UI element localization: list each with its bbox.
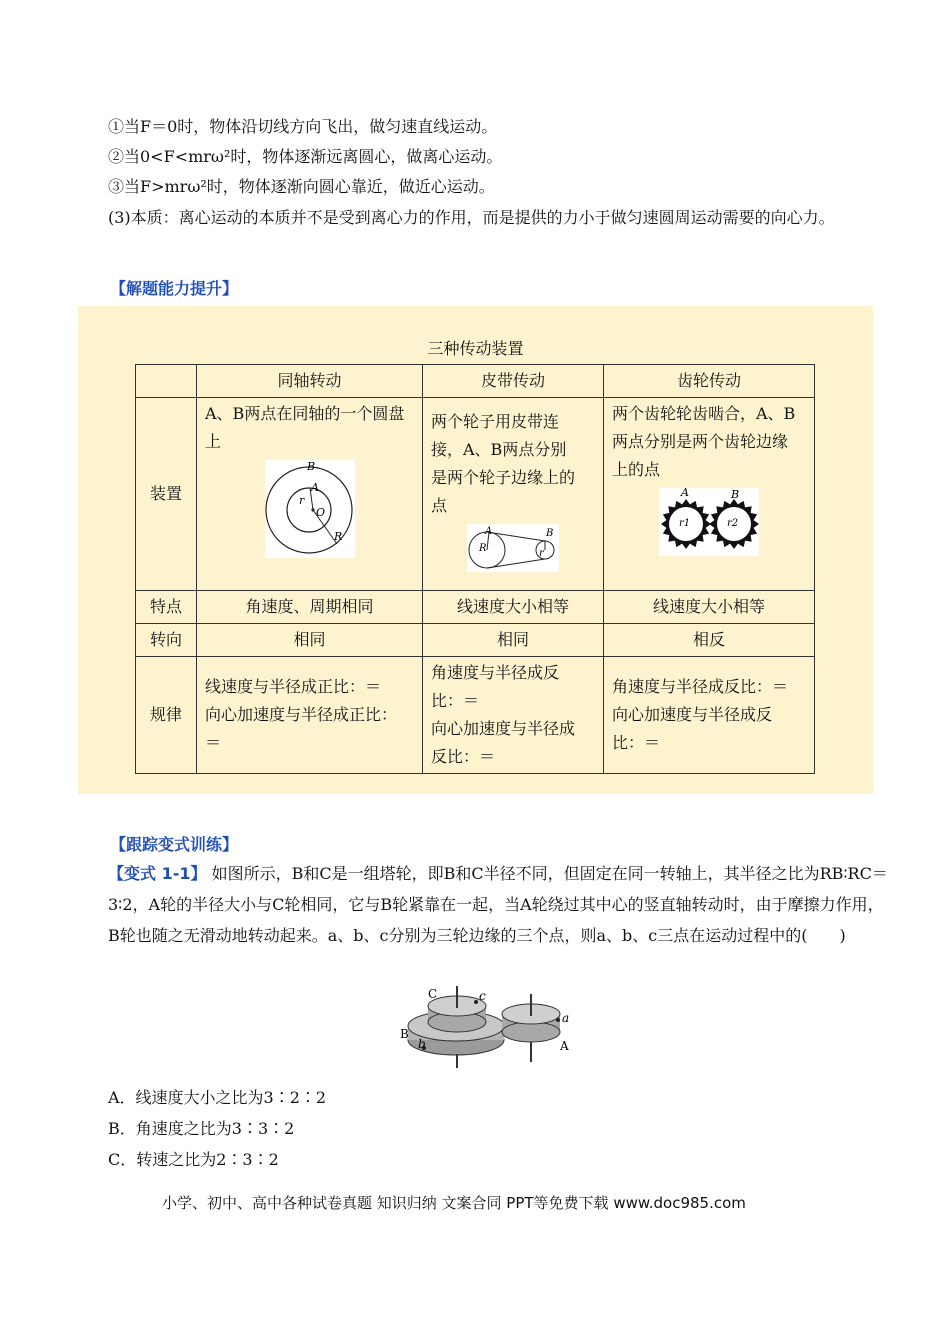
cell-device-belt (423, 398, 604, 591)
cell-feature-gear: 线速度大小相等 (604, 591, 815, 624)
section-heading-ability: 【解题能力提升】 (110, 279, 239, 298)
rule-gear-line-2: 向心加速度与半径成反 (612, 705, 773, 724)
header-gear: 齿轮传动 (604, 365, 815, 398)
option-c: C．转速之比为2∶3∶2 (108, 1150, 279, 1169)
device-belt-text: 两个轮子用皮带连接，A、B两点分别是两个轮子边缘上的点 (431, 412, 576, 515)
header-belt: 皮带传动 (423, 365, 604, 398)
cell-direction-coaxial: 相同 (197, 624, 423, 657)
section-heading-training: 【跟踪变式训练】 (110, 835, 239, 854)
fig-label-R: R (479, 543, 487, 554)
device-gear-text: 两个齿轮轮齿啮合，A、B两点分别是两个齿轮边缘上的点 (612, 404, 796, 479)
tower-wheel-figure (398, 982, 574, 1072)
header-blank (136, 365, 197, 398)
cell-device-gear (604, 398, 815, 591)
comparison-table (135, 364, 815, 774)
fig-label-A: A (310, 481, 319, 494)
belt-drive-figure (467, 524, 559, 572)
rule-coaxial-line-3: ＝ (205, 733, 222, 752)
fig-label-B: B (306, 460, 315, 473)
gear-drive-figure (659, 488, 759, 556)
cell-rule-coaxial (197, 657, 423, 774)
table-row-device (136, 398, 815, 591)
fig-label-A: A (560, 1039, 569, 1053)
rule-belt-line-3: 向心加速度与半径成 (431, 719, 576, 738)
device-coaxial-text: A、B两点在同轴的一个圆盘上 (205, 404, 405, 451)
fig-label-R: R (333, 530, 342, 543)
rule-coaxial-line-2: 向心加速度与半径成正比： (205, 705, 398, 724)
fig-label-a: a (562, 1011, 570, 1025)
table-row-feature (136, 591, 815, 624)
fig-label-A: A (485, 526, 493, 537)
fig-label-r: r (539, 548, 544, 559)
fig-label-B: B (400, 1027, 409, 1041)
text-line-1: ①当F＝0时，物体沿切线方向飞出，做匀速直线运动。 (108, 117, 498, 136)
header-coaxial: 同轴转动 (197, 365, 423, 398)
page-footer: 小学、初中、高中各种试卷真题 知识归纳 文案合同 PPT等免费下载 www.doc985.com (162, 1194, 746, 1212)
question-text: 如图所示，B和C是一组塔轮，即B和C半径不同，但固定在同一转轴上，其半径之比为RB∶RC＝3∶2，A轮的半径大小与C轮相同，它与B轮紧靠在一起，当A轮绕过其中心的竖直轴转动时，由于摩擦力作用，B轮也随之无滑动地转动起来。a、b、c分别为三轮边缘的三个点，则a、b、c三点在运动过程中的( ) (108, 864, 888, 945)
fig-label-O: O (315, 506, 325, 519)
fig-label-c: c (479, 989, 486, 1003)
rule-belt-line-1: 角速度与半径成反 (431, 663, 560, 682)
fig-label-r: r (298, 494, 304, 507)
cell-direction-gear: 相反 (604, 624, 815, 657)
text-line-4: (3)本质：离心运动的本质并不是受到离心力的作用，而是提供的力小于做匀速圆周运动需要的向心力。 (108, 208, 835, 227)
table-header-row (136, 365, 815, 398)
fig-label-B: B (546, 528, 554, 539)
cell-feature-coaxial: 角速度、周期相同 (197, 591, 423, 624)
fig-label-C: C (428, 987, 438, 1001)
row-label-device: 装置 (136, 398, 197, 591)
rule-gear-line-3: 比：＝ (612, 733, 661, 752)
fig-label-A: A (681, 488, 689, 499)
fig-label-B: B (731, 488, 740, 501)
fig-label-r1: r1 (679, 518, 691, 529)
row-label-direction: 转向 (136, 624, 197, 657)
text-line-3: ③当F>mrω²时，物体逐渐向圆心靠近，做近心运动。 (108, 177, 495, 196)
cell-rule-gear (604, 657, 815, 774)
table-row-rule (136, 657, 815, 774)
rule-coaxial-line-1: 线速度与半径成正比：＝ (205, 677, 382, 696)
cell-device-coaxial (197, 398, 423, 591)
question-tag: 【变式 1-1】 (108, 864, 207, 883)
row-label-rule: 规律 (136, 657, 197, 774)
rule-belt-line-4: 反比：＝ (431, 747, 496, 766)
coaxial-disk-figure (265, 460, 355, 558)
question-stem (108, 858, 888, 951)
rule-gear-line-1: 角速度与半径成反比：＝ (612, 677, 789, 696)
fig-label-b: b (418, 1037, 426, 1051)
text-line-2: ②当0<F<mrω²时，物体逐渐远离圆心，做离心运动。 (108, 147, 503, 166)
cell-rule-belt (423, 657, 604, 774)
row-label-feature: 特点 (136, 591, 197, 624)
option-b: B．角速度之比为3∶3∶2 (108, 1119, 295, 1138)
option-a: A．线速度大小之比为3∶2∶2 (108, 1088, 327, 1107)
table-title: 三种传动装置 (427, 339, 524, 358)
cell-direction-belt: 相同 (423, 624, 604, 657)
rule-belt-line-2: 比：＝ (431, 691, 480, 710)
table-row-direction (136, 624, 815, 657)
cell-feature-belt: 线速度大小相等 (423, 591, 604, 624)
fig-label-r2: r2 (727, 518, 739, 529)
comparison-panel (78, 306, 873, 794)
